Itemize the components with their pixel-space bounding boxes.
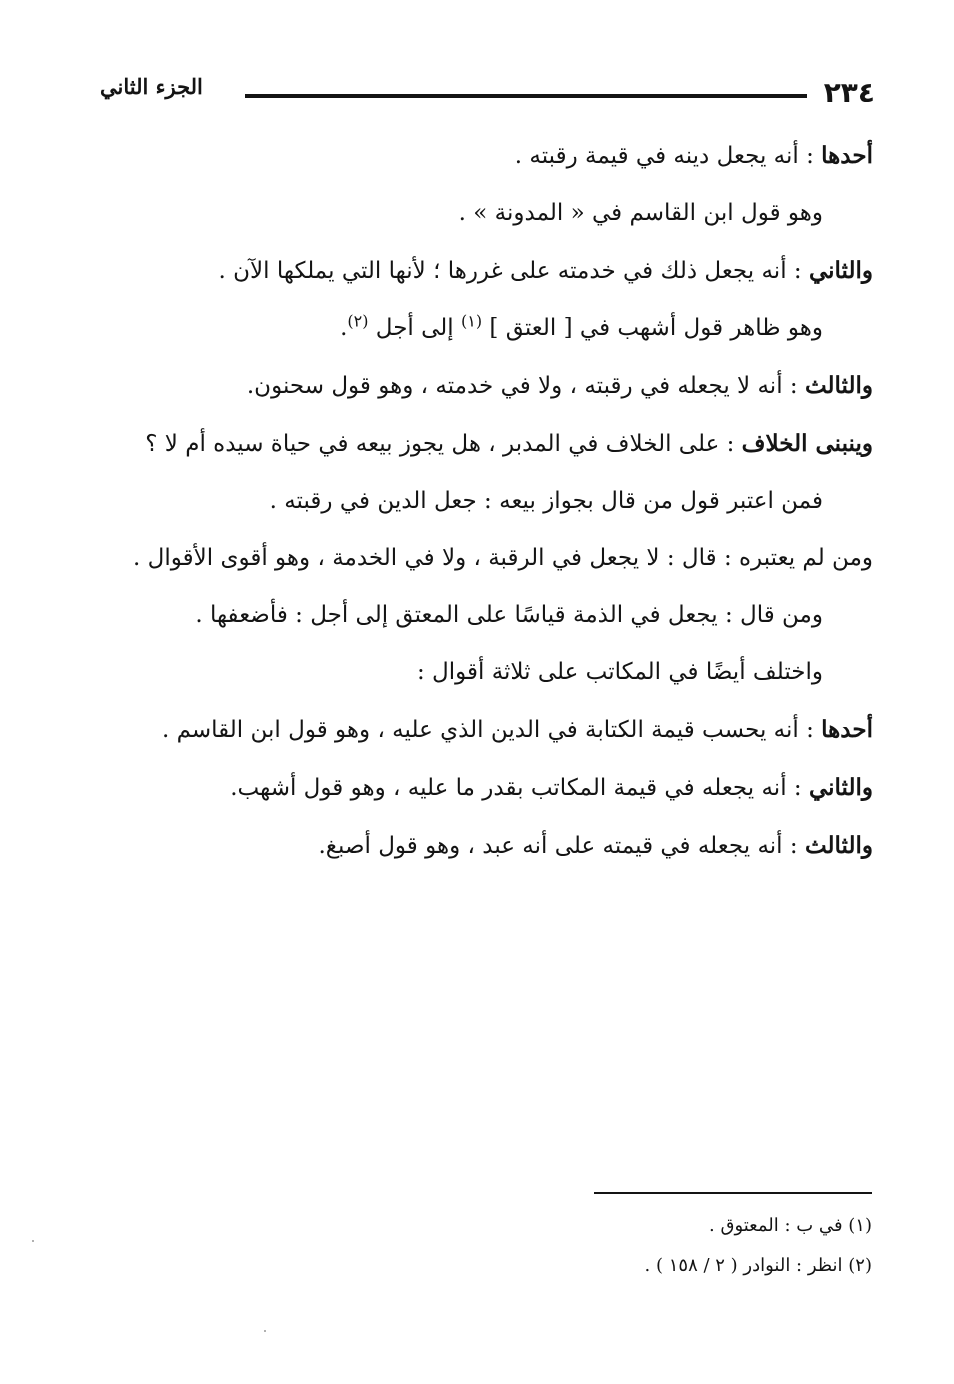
footnotes <box>272 1206 872 1286</box>
paragraph-lead: والثاني <box>808 257 873 284</box>
paragraph-text: . <box>340 315 348 341</box>
paragraph-text: إلى أجل <box>368 315 461 341</box>
paragraph <box>100 242 873 300</box>
paragraph <box>100 185 873 242</box>
paragraph-text: فمن اعتبر قول من قال بجواز بيعه : جعل الدين في رقبته . <box>269 488 823 514</box>
page-number: ٢٣٤ <box>823 76 875 109</box>
paragraph-text: : على الخلاف في المدبر ، هل يجوز بيعه في حياة سيده أم لا ؟ <box>145 431 742 457</box>
paragraph-text: وهو قول ابن القاسم في « المدونة » . <box>458 200 823 226</box>
header-rule <box>245 94 807 98</box>
paragraph <box>100 759 873 817</box>
paragraph-lead: والثاني <box>808 774 873 801</box>
scan-speck <box>264 1330 266 1332</box>
paragraph <box>100 357 873 415</box>
paragraph-text: : أنه يجعله في قيمة المكاتب بقدر ما عليه ، وهو قول أشهب. <box>230 775 809 801</box>
paragraph <box>100 587 873 644</box>
paragraph-text: : أنه يحسب قيمة الكتابة في الدين الذي عليه ، وهو قول ابن القاسم . <box>161 717 822 743</box>
paragraph-text: ومن قال : يجعل في الذمة قياسًا على المعتق إلى أجل : فأضعفها . <box>195 602 823 628</box>
footnote: (٢) انظر : النوادر ( ٢ / ١٥٨ ) . <box>644 1255 872 1276</box>
paragraph <box>100 415 873 473</box>
paragraph <box>100 701 873 759</box>
paragraph <box>100 473 873 530</box>
paragraph <box>100 300 873 357</box>
paragraph-text: واختلف أيضًا في المكاتب على ثلاثة أقوال : <box>416 659 823 685</box>
paragraph-lead: والثالث <box>804 832 873 859</box>
paragraph-lead: أحدها <box>821 142 873 169</box>
footnote-rule <box>594 1192 872 1194</box>
footnote-marker: (٢) <box>347 311 369 331</box>
paragraph-lead: والثالث <box>804 372 873 399</box>
paragraph-text: : أنه يجعله في قيمته على أنه عبد ، وهو قول أصبغ. <box>318 833 805 859</box>
paragraph <box>100 817 873 875</box>
paragraph <box>100 644 873 701</box>
paragraph-text: : أنه لا يجعله في رقبته ، ولا في خدمته ، وهو قول سحنون. <box>246 373 805 399</box>
paragraph-lead: وينبنى الخلاف <box>741 430 873 457</box>
footnote: (١) في ب : المعتوق . <box>709 1215 872 1236</box>
page-header <box>100 72 875 112</box>
paragraph-text: ومن لم يعتبره : قال : لا يجعل في الرقبة ، ولا في الخدمة ، وهو أقوى الأقوال . <box>133 545 873 571</box>
running-title: الجزء الثاني <box>100 74 203 99</box>
footnote-marker: (١) <box>461 311 483 331</box>
paragraph-text: : أنه يجعل ذلك في خدمته على غررها ؛ لأنها التي يملكها الآن . <box>218 258 809 284</box>
paragraph <box>100 530 873 587</box>
paragraph-text: : أنه يجعل دينه في قيمة رقبته . <box>514 143 822 169</box>
paragraph-lead: أحدها <box>821 716 873 743</box>
paragraph <box>100 127 873 185</box>
scan-speck <box>32 1240 34 1242</box>
body-text <box>100 127 873 875</box>
paragraph-text: وهو ظاهر قول أشهب في [ العتق ] <box>482 315 823 341</box>
